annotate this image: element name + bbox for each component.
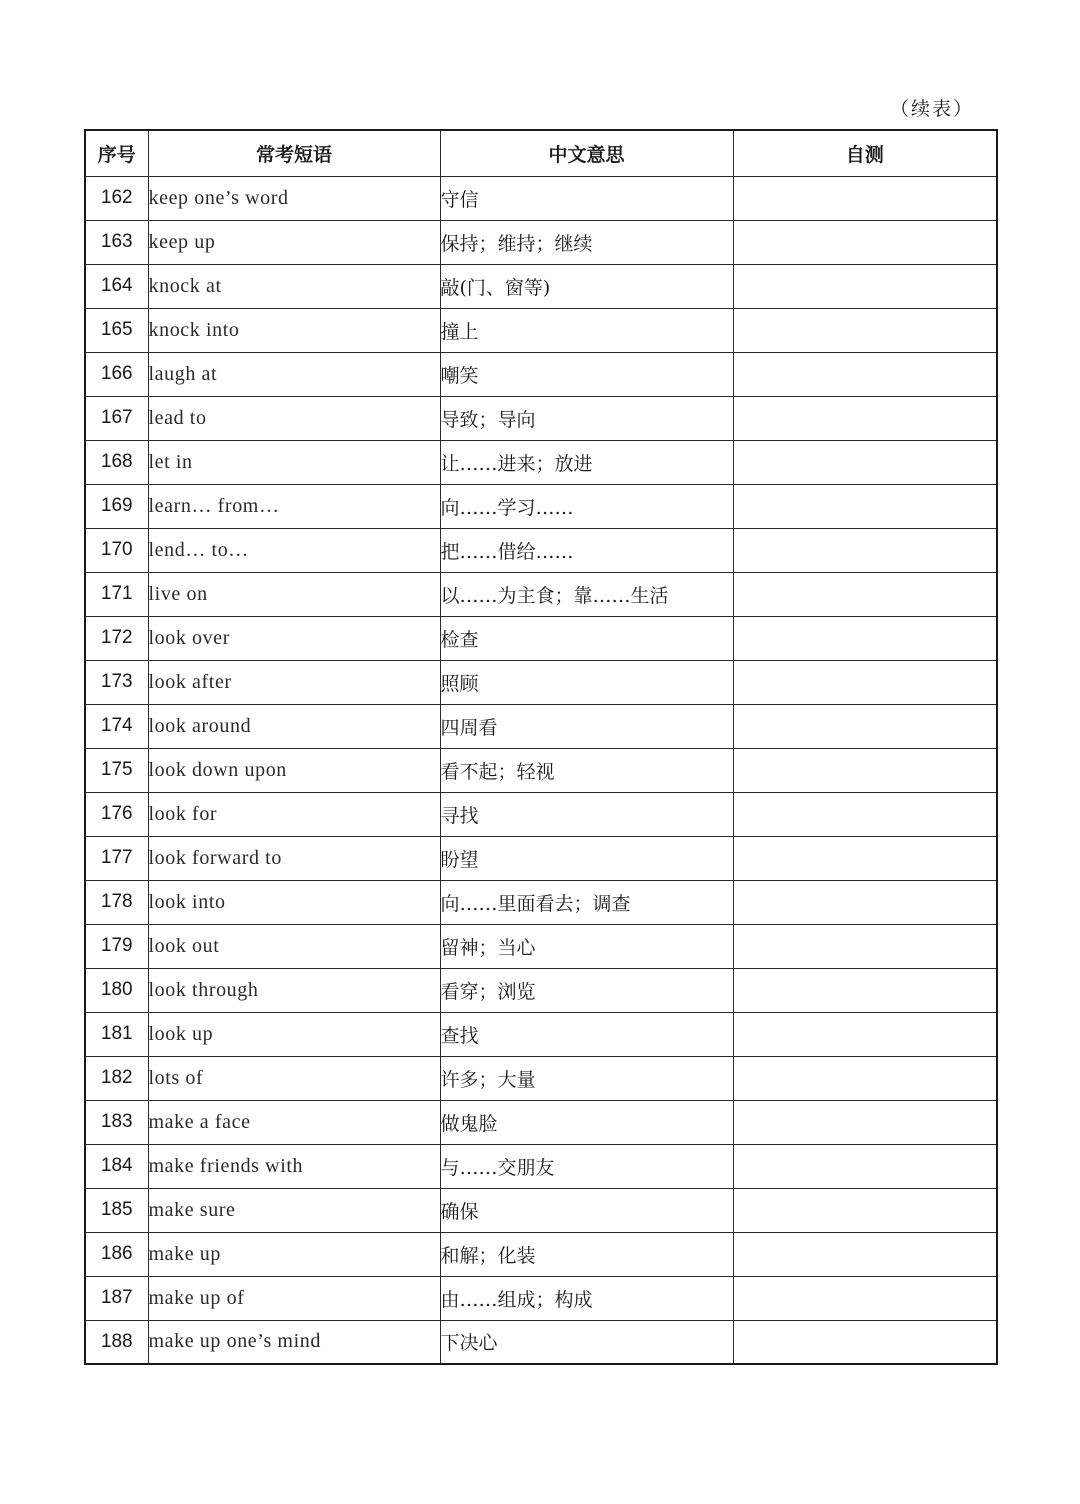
meaning-cell: 做鬼脸	[440, 1100, 733, 1144]
phrase-cell: look out	[148, 924, 440, 968]
meaning-cell: 许多；大量	[440, 1056, 733, 1100]
table-row	[85, 968, 997, 1012]
row-number: 172	[85, 616, 148, 660]
table-row	[85, 1320, 997, 1364]
table-row	[85, 1100, 997, 1144]
row-number: 181	[85, 1012, 148, 1056]
row-number: 173	[85, 660, 148, 704]
header-no: 序号	[85, 130, 148, 176]
table-row	[85, 616, 997, 660]
self-test-cell[interactable]	[733, 1276, 997, 1320]
meaning-cell: 让……进来；放进	[440, 440, 733, 484]
table-row	[85, 1144, 997, 1188]
phrase-cell: look after	[148, 660, 440, 704]
table-row	[85, 660, 997, 704]
meaning-cell: 查找	[440, 1012, 733, 1056]
meaning-cell: 看穿；浏览	[440, 968, 733, 1012]
meaning-cell: 四周看	[440, 704, 733, 748]
meaning-cell: 撞上	[440, 308, 733, 352]
meaning-cell: 下决心	[440, 1320, 733, 1364]
table-row	[85, 484, 997, 528]
self-test-cell[interactable]	[733, 924, 997, 968]
row-number: 171	[85, 572, 148, 616]
self-test-cell[interactable]	[733, 704, 997, 748]
table-row	[85, 1188, 997, 1232]
table-row	[85, 352, 997, 396]
self-test-cell[interactable]	[733, 968, 997, 1012]
table-row	[85, 308, 997, 352]
self-test-cell[interactable]	[733, 396, 997, 440]
phrase-cell: knock into	[148, 308, 440, 352]
phrase-cell: learn… from…	[148, 484, 440, 528]
phrase-cell: live on	[148, 572, 440, 616]
phrase-cell: lots of	[148, 1056, 440, 1100]
header-self-test: 自测	[733, 130, 997, 176]
meaning-cell: 由……组成；构成	[440, 1276, 733, 1320]
phrase-cell: look through	[148, 968, 440, 1012]
meaning-cell: 和解；化装	[440, 1232, 733, 1276]
meaning-cell: 向……里面看去；调查	[440, 880, 733, 924]
row-number: 165	[85, 308, 148, 352]
table-row	[85, 1276, 997, 1320]
row-number: 175	[85, 748, 148, 792]
self-test-cell[interactable]	[733, 748, 997, 792]
header-meaning: 中文意思	[440, 130, 733, 176]
phrase-cell: let in	[148, 440, 440, 484]
self-test-cell[interactable]	[733, 528, 997, 572]
row-number: 166	[85, 352, 148, 396]
row-number: 186	[85, 1232, 148, 1276]
meaning-cell: 留神；当心	[440, 924, 733, 968]
self-test-cell[interactable]	[733, 352, 997, 396]
table-row	[85, 1056, 997, 1100]
meaning-cell: 向……学习……	[440, 484, 733, 528]
header-phrase: 常考短语	[148, 130, 440, 176]
meaning-cell: 盼望	[440, 836, 733, 880]
row-number: 176	[85, 792, 148, 836]
table-row	[85, 1012, 997, 1056]
self-test-cell[interactable]	[733, 440, 997, 484]
phrase-cell: make up one’s mind	[148, 1320, 440, 1364]
self-test-cell[interactable]	[733, 660, 997, 704]
phrase-cell: make up of	[148, 1276, 440, 1320]
phrase-cell: look for	[148, 792, 440, 836]
table-body	[85, 176, 997, 1364]
self-test-cell[interactable]	[733, 1320, 997, 1364]
phrase-cell: keep up	[148, 220, 440, 264]
row-number: 168	[85, 440, 148, 484]
table-row	[85, 748, 997, 792]
meaning-cell: 守信	[440, 176, 733, 220]
table-row	[85, 880, 997, 924]
table-row	[85, 440, 997, 484]
phrase-cell: laugh at	[148, 352, 440, 396]
phrase-cell: look up	[148, 1012, 440, 1056]
phrase-cell: lead to	[148, 396, 440, 440]
row-number: 182	[85, 1056, 148, 1100]
table-header-row	[85, 130, 997, 176]
meaning-cell: 保持；维持；继续	[440, 220, 733, 264]
self-test-cell[interactable]	[733, 1056, 997, 1100]
phrase-cell: look around	[148, 704, 440, 748]
phrase-table	[84, 129, 998, 1365]
self-test-cell[interactable]	[733, 792, 997, 836]
meaning-cell: 确保	[440, 1188, 733, 1232]
row-number: 170	[85, 528, 148, 572]
meaning-cell: 检查	[440, 616, 733, 660]
phrase-cell: look down upon	[148, 748, 440, 792]
phrase-cell: keep one’s word	[148, 176, 440, 220]
phrase-cell: knock at	[148, 264, 440, 308]
self-test-cell[interactable]	[733, 1144, 997, 1188]
row-number: 188	[85, 1320, 148, 1364]
phrase-cell: make a face	[148, 1100, 440, 1144]
table-row	[85, 220, 997, 264]
table-row	[85, 704, 997, 748]
row-number: 163	[85, 220, 148, 264]
self-test-cell[interactable]	[733, 264, 997, 308]
meaning-cell: 寻找	[440, 792, 733, 836]
phrase-cell: make up	[148, 1232, 440, 1276]
table-row	[85, 176, 997, 220]
meaning-cell: 把……借给……	[440, 528, 733, 572]
row-number: 185	[85, 1188, 148, 1232]
self-test-cell[interactable]	[733, 616, 997, 660]
phrase-cell: look over	[148, 616, 440, 660]
row-number: 169	[85, 484, 148, 528]
phrase-cell: look into	[148, 880, 440, 924]
row-number: 187	[85, 1276, 148, 1320]
meaning-cell: 与……交朋友	[440, 1144, 733, 1188]
row-number: 178	[85, 880, 148, 924]
meaning-cell: 敲(门、窗等)	[440, 264, 733, 308]
table-row	[85, 1232, 997, 1276]
meaning-cell: 以……为主食；靠……生活	[440, 572, 733, 616]
self-test-cell[interactable]	[733, 308, 997, 352]
row-number: 184	[85, 1144, 148, 1188]
row-number: 174	[85, 704, 148, 748]
row-number: 177	[85, 836, 148, 880]
self-test-cell[interactable]	[733, 484, 997, 528]
meaning-cell: 看不起；轻视	[440, 748, 733, 792]
self-test-cell[interactable]	[733, 572, 997, 616]
row-number: 183	[85, 1100, 148, 1144]
row-number: 179	[85, 924, 148, 968]
table-row	[85, 924, 997, 968]
meaning-cell: 照顾	[440, 660, 733, 704]
table-row	[85, 836, 997, 880]
row-number: 162	[85, 176, 148, 220]
row-number: 164	[85, 264, 148, 308]
meaning-cell: 嘲笑	[440, 352, 733, 396]
phrase-cell: make sure	[148, 1188, 440, 1232]
table-row	[85, 264, 997, 308]
self-test-cell[interactable]	[733, 880, 997, 924]
self-test-cell[interactable]	[733, 176, 997, 220]
self-test-cell[interactable]	[733, 836, 997, 880]
self-test-cell[interactable]	[733, 220, 997, 264]
self-test-cell[interactable]	[733, 1012, 997, 1056]
meaning-cell: 导致；导向	[440, 396, 733, 440]
continued-label: （续表）	[889, 98, 974, 120]
table-row	[85, 396, 997, 440]
table-row	[85, 528, 997, 572]
self-test-cell[interactable]	[733, 1232, 997, 1276]
self-test-cell[interactable]	[733, 1188, 997, 1232]
self-test-cell[interactable]	[733, 1100, 997, 1144]
table-row	[85, 572, 997, 616]
phrase-cell: look forward to	[148, 836, 440, 880]
phrase-cell: lend… to…	[148, 528, 440, 572]
table-row	[85, 792, 997, 836]
row-number: 180	[85, 968, 148, 1012]
row-number: 167	[85, 396, 148, 440]
phrase-cell: make friends with	[148, 1144, 440, 1188]
